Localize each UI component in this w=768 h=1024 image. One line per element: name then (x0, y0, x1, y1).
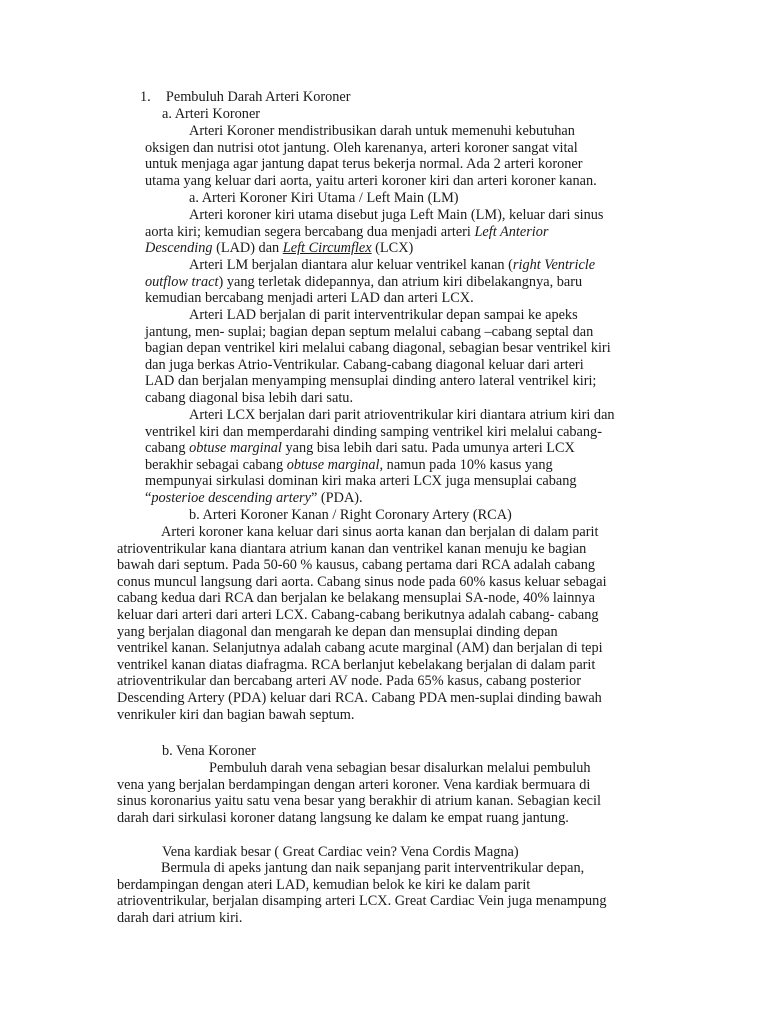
text-line: Bermula di apeks jantung dan naik sepanjang parit interventrikular depan, (161, 860, 585, 876)
text-run: aorta kiri; kemudian segera bercabang dua menjadi arteri (145, 223, 475, 240)
text-line (145, 440, 615, 457)
text-run: (LAD) dan (212, 240, 283, 257)
text-line: berdampingan dengan ateri LAD, kemudian belok ke kiri ke dalam parit (117, 876, 531, 893)
text-run: , namun pada 10% kasus yang (379, 456, 553, 473)
text-run: Arteri LM berjalan diantara alur keluar ventrikel kanan ( (189, 257, 513, 273)
text-line: LAD dan berjalan menyamping mensuplai dinding antero lateral ventrikel kiri; (145, 373, 597, 390)
paragraph-lad (145, 307, 611, 407)
text-run: ) yang terletak didepannya, dan atrium kiri dibelakangnya, baru (218, 273, 583, 290)
text-line (145, 224, 604, 241)
italic-term: obtuse marginal (286, 456, 380, 473)
italic-term: Descending (145, 240, 213, 257)
section-title: Pembuluh Darah Arteri Koroner (165, 89, 351, 105)
text-line: conus muncul langsung dari aorta. Cabang sinus node pada 60% kasus keluar sebagai (117, 573, 607, 590)
text-line: sinus koronarius yaitu satu vena besar yang berakhir di atrium kanan. Sebagian kecil (117, 793, 601, 810)
text-run: yang bisa lebih dari satu. Pada umunya arteri LCX (281, 440, 575, 457)
heading-rca: b. Arteri Koroner Kanan / Right Coronary Artery (RCA) (189, 507, 512, 523)
italic-term: obtuse marginal (189, 440, 282, 457)
text-line: Arteri Koroner mendistribusikan darah untuk memenuhi kebutuhan (189, 123, 575, 139)
text-line: darah dari sirkulasi koroner datang langsung ke dalam ke empat ruang jantung. (117, 809, 569, 826)
text-line: kemudian bercabang menjadi arteri LAD dan arteri LCX. (145, 290, 474, 307)
text-run: berakhir sebagai cabang (145, 456, 287, 473)
italic-term: posterioe descending artery (151, 489, 311, 506)
text-run: (LCX) (371, 240, 414, 257)
text-line: ventrikel kanan diatas diafragma. RCA berlanjut kebelakang berjalan di dalam parit (117, 656, 596, 673)
italic-term: outflow tract (145, 273, 219, 290)
text-line: darah dari atrium kiri. (117, 909, 243, 926)
text-line: cabang kedua dari RCA dan berjalan ke belakang mensuplai SA-node, 40% lainnya (117, 590, 596, 607)
text-run: ” (PDA). (310, 489, 363, 506)
text-run: cabang (145, 440, 190, 457)
text-line: atrioventrikular kana diantara atrium kanan dan ventrikel kanan menuju ke bagian (117, 540, 587, 557)
text-line: Descending Artery (PDA) keluar dari RCA. Cabang PDA men-suplai dinding bawah (117, 689, 602, 706)
paragraph-vena (117, 760, 601, 826)
heading-great-cardiac-vein: Vena kardiak besar ( Great Cardiac vein? Vena Cordis Magna) (162, 844, 519, 860)
text-line: utama yang keluar dari aorta, yaitu arteri koroner kiri dan arteri koroner kanan. (145, 172, 597, 189)
text-line: oksigen dan nutrisi otot jantung. Oleh karenanya, arteri koroner sangat vital (145, 139, 578, 156)
heading-left-main: a. Arteri Koroner Kiri Utama / Left Main (LM) (189, 190, 459, 206)
section-heading (140, 89, 351, 106)
subheading-arteri-koroner: a. Arteri Koroner (162, 106, 261, 122)
paragraph-lcx (145, 407, 615, 507)
text-line: ventrikel kiri dan memperdarahi dinding samping ventrikel kiri melalui cabang- (145, 423, 602, 440)
text-line (145, 240, 604, 257)
paragraph-rca (117, 524, 607, 723)
text-line: cabang diagonal bisa lebih dari satu. (145, 389, 354, 406)
text-line: dan juga berkas Atrio-Ventrikular. Cabang-cabang diagonal keluar dari arteri (145, 356, 584, 373)
text-line: mempunyai sirkulasi dominan kiri maka arteri LCX juga mensuplai cabang (145, 473, 577, 490)
text-line: jantung, men- suplai; bagian depan septum melalui cabang –cabang septal dan (145, 323, 594, 340)
italic-term: Left Circumflex (282, 240, 372, 257)
paragraph-intro (145, 123, 597, 189)
text-line: atrioventrikular dan bercabang arteri AV node. Pada 65% kasus, cabang posterior (117, 673, 581, 690)
text-line: untuk menjaga agar jantung dapat terus bekerja normal. Ada 2 arteri koroner (145, 156, 583, 173)
text-line: bagian depan ventrikel kiri melalui cabang diagonal, sebagian besar ventrikel kiri (145, 340, 611, 357)
text-line: Arteri LAD berjalan di parit interventrikular depan sampai ke apeks (189, 307, 578, 323)
text-line: Arteri LCX berjalan dari parit atrioventrikular kiri diantara atrium kiri dan (189, 407, 615, 423)
text-line: keluar dari arteri dari arteri LCX. Cabang-cabang berikutnya adalah cabang- cabang (117, 606, 599, 623)
text-line: atrioventrikular, berjalan disamping arteri LCX. Great Cardiac Vein juga menampung (117, 893, 607, 910)
text-line (145, 457, 615, 474)
text-line (145, 257, 595, 274)
text-line: Pembuluh darah vena sebagian besar disalurkan melalui pembuluh (209, 760, 591, 776)
subheading-vena-koroner: b. Vena Koroner (162, 743, 256, 759)
text-line: bawah dari septum. Pada 50-60 % kausus, cabang pertama dari RCA adalah cabang (117, 557, 595, 574)
text-line (145, 490, 615, 507)
paragraph-lm-course (145, 257, 595, 307)
section-number: 1. (140, 89, 151, 105)
text-line: venrikuler kiri dan bagian bawah septum. (117, 706, 355, 723)
text-line: yang berjalan diagonal dan mengarah ke depan dan mensuplai dinding depan (117, 623, 558, 640)
paragraph-great-cardiac-vein (117, 860, 606, 926)
italic-term: right Ventricle (512, 257, 596, 273)
text-line: Arteri koroner kana keluar dari sinus aorta kanan dan berjalan di dalam parit (161, 524, 599, 540)
paragraph-left-main (145, 207, 604, 257)
text-run: “ (145, 489, 152, 506)
text-line: ventrikel kanan. Selanjutnya adalah cabang acute marginal (AM) dan berjalan di tepi (117, 640, 603, 657)
text-line: vena yang berjalan berdampingan dengan arteri koroner. Vena kardiak bermuara di (117, 776, 591, 793)
text-line: Arteri koroner kiri utama disebut juga Left Main (LM), keluar dari sinus (189, 207, 604, 223)
text-line (145, 274, 595, 291)
italic-term: Left Anterior (474, 223, 549, 240)
